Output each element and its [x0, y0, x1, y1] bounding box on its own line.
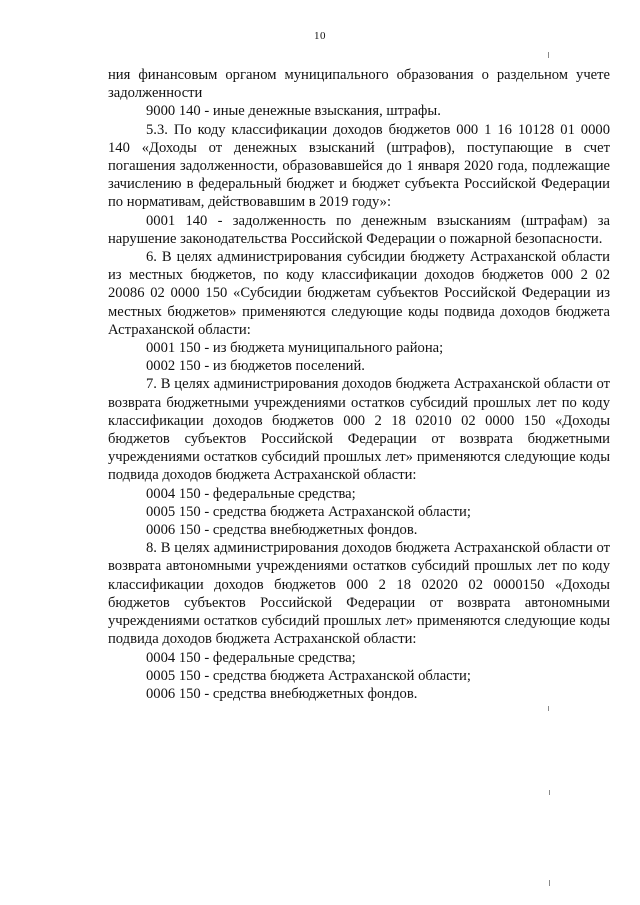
paragraph-7: 7. В целях администрирования доходов бюджета Астраханской области от возврата бюджетными учреждениями остатков субсидий прошлых лет по коду классификации доходов бюджетов 000 2 18 02010 02 0000 150 «Доходы бюджетов субъектов Российской Федерации от возврата бюджетными учреждениями остатков субсидий прошлых лет» применяются следующие коды подвида доходов бюджета Астраханской области: — [108, 376, 610, 484]
code-line-6-0002: 0002 150 - из бюджетов поселений. — [146, 358, 365, 375]
code-line-7-0006: 0006 150 - средства внебюджетных фондов. — [146, 522, 418, 539]
code-line-8-0006: 0006 150 - средства внебюджетных фондов. — [146, 685, 418, 702]
paragraph-6: 6. В целях администрирования субсидии бюджету Астраханской области из местных бюджетов, по коду классификации доходов бюджетов 000 2 02 20086 02 0000 150 «Субсидии бюджетам субъектов Российской Федерации из местных бюджетов» применяются следующие коды подвида доходов бюджета Астраханской области: — [108, 249, 610, 338]
paragraph-5-3: 5.3. По коду классификации доходов бюджетов 000 1 16 10128 01 0000 140 «Доходы от денежных взысканий (штрафов), поступающие в счет погашения задолженности, образовавшейся до 1 января 2020 года, подлежащие зачислению в федеральный бюджет и бюджет субъекта Российской Федерации по нормативам, действовавшим в 2019 году»: — [108, 121, 610, 211]
paragraph-continuation: ния финансовым органом муниципального образования о раздельном учете задолженности — [108, 67, 610, 102]
code-line-7-0005: 0005 150 - средства бюджета Астраханской области; — [146, 503, 471, 520]
paragraph-8: 8. В целях администрирования доходов бюджета Астраханской области от возврата автономными учреждениями остатков субсидий прошлых лет по коду классификации доходов бюджетов 000 2 18 02020 02 0000150 «Доходы бюджетов субъектов Российской Федерации от возврата автономными учреждениями остатков субсидий прошлых лет» применяются следующие коды подвида доходов бюджета Астраханской области: — [108, 540, 610, 648]
scan-speck — [548, 706, 549, 711]
scan-speck — [548, 52, 549, 58]
code-line-8-0005: 0005 150 - средства бюджета Астраханской области; — [146, 667, 471, 684]
code-line-7-0004: 0004 150 - федеральные средства; — [146, 485, 356, 502]
scan-speck — [549, 880, 550, 886]
code-line-9000: 9000 140 - иные денежные взыскания, штрафы. — [146, 103, 441, 120]
code-line-0001-140: 0001 140 - задолженность по денежным взысканиям (штрафам) за нарушение законодательства Российской Федерации о пожарной безопасности. — [108, 212, 610, 247]
code-line-6-0001: 0001 150 - из бюджета муниципального района; — [146, 340, 444, 357]
scan-speck — [549, 790, 550, 795]
code-line-8-0004: 0004 150 - федеральные средства; — [146, 649, 356, 666]
page-number: 10 — [314, 30, 326, 42]
document-body — [108, 66, 610, 703]
